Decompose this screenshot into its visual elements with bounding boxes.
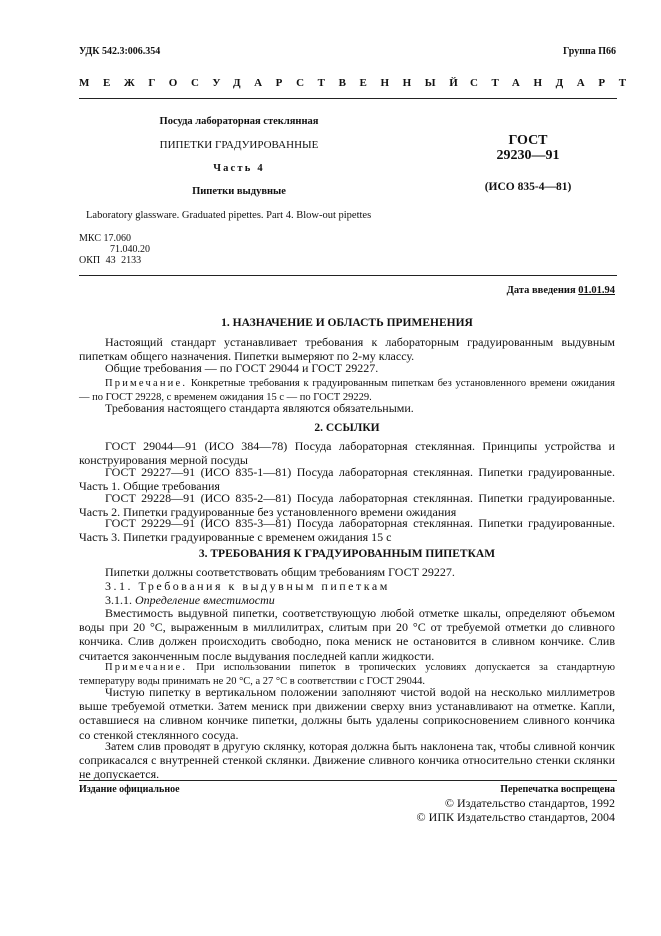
mks-code: МКС 17.060 bbox=[79, 233, 131, 244]
title-line-3: Часть 4 bbox=[213, 163, 265, 174]
mks-code-2: 71.040.20 bbox=[110, 244, 150, 255]
note-text: Конкретные требования к градуированным пипеткам без установленного времени ожидания — по ГОСТ 29228, с временем ожидания 15 с — по ГОСТ 29229. bbox=[79, 378, 615, 403]
title-line-2: ПИПЕТКИ ГРАДУИРОВАННЫЕ bbox=[159, 139, 319, 151]
class-rule bbox=[79, 275, 617, 276]
gost-number: 29230—91 bbox=[496, 148, 560, 163]
subsection-title: Определение вместимости bbox=[135, 593, 275, 607]
section-3-heading: 3. ТРЕБОВАНИЯ К ГРАДУИРОВАННЫМ ПИПЕТКАМ bbox=[198, 548, 496, 560]
introduction-date bbox=[507, 285, 615, 296]
title-line-4: Пипетки выдувные bbox=[192, 186, 286, 197]
reference-item: ГОСТ 29044—91 (ИСО 384—78) Посуда лабораторная стеклянная. Принципы устройства и конструирования мерной посуды bbox=[79, 439, 615, 468]
section-3-paragraph-4: Затем слив проводят в другую склянку, которая должна быть наклонена так, чтобы сливной кончик соприкасался с внутренней стенкой склянки. Движение сливного кончика относительно стенки склянки не допускается. bbox=[79, 739, 615, 782]
section-1-heading: 1. НАЗНАЧЕНИЕ И ОБЛАСТЬ ПРИМЕНЕНИЯ bbox=[221, 317, 473, 329]
section-3-paragraph-1: Пипетки должны соответствовать общим требованиям ГОСТ 29227. bbox=[105, 565, 455, 579]
section-1-paragraph-1: Настоящий стандарт устанавливает требования к лабораторным градуированным выдувным пипеткам общего назначения. Пипетки вымеряют по 2-му классу. bbox=[79, 335, 615, 364]
date-label: Дата введения bbox=[506, 285, 576, 296]
section-3-note bbox=[79, 661, 615, 688]
subsection-3-1: 3.1. Требования к выдувным пипеткам bbox=[105, 579, 390, 593]
section-3-paragraph-2: Вместимость выдувной пипетки, соответствующую любой отметке шкалы, определяют объемом воды при 20 °С, выраженным в миллилитрах, слитым при 20 °С от требуемой отметки до сливного кончика. Слив должен происходить свободно, пока мениск не остановится в сливном кончике. Слив считается законченным после выдувания последней капли жидкости. bbox=[79, 606, 615, 663]
okp-code: ОКП 43 2133 bbox=[79, 255, 142, 266]
udk-code: УДК 542.3:006.354 bbox=[79, 46, 161, 57]
note-label: Примечание. bbox=[105, 378, 188, 389]
reference-item: ГОСТ 29228—91 (ИСО 835-2—81) Посуда лабораторная стеклянная. Пипетки градуированные. Часть 2. Пипетки градуированные без установленного времени ожидания bbox=[79, 491, 615, 520]
group-code: Группа П66 bbox=[563, 46, 616, 57]
title-line-1: Посуда лабораторная стеклянная bbox=[159, 116, 319, 127]
header-rule bbox=[79, 98, 617, 99]
official-edition: Издание официальное bbox=[79, 784, 180, 795]
date-value: 01.01.94 bbox=[578, 285, 615, 296]
standard-label: СТАНДАРТ bbox=[470, 77, 640, 89]
footer-rule bbox=[79, 780, 617, 781]
section-3-paragraph-3: Чистую пипетку в вертикальном положении заполняют чистой водой на несколько миллиметров выше требуемой отметки. Затем мениск при движении сверху вниз устанавливают на отметке. Капли, оставшиеся на сливном кончике пипетки, должны быть удалены соприкосновением сливного кончика со стенкой стеклянного сосуда. bbox=[79, 685, 615, 742]
reprint-notice: Перепечатка воспрещена bbox=[500, 784, 615, 795]
section-2-heading: 2. ССЫЛКИ bbox=[314, 422, 380, 434]
note-text: При использовании пипеток в тропических условиях допускается за стандартную температуру воды принимать не 20 °С, а 27 °С в соответствии с ГОСТ 29044. bbox=[79, 662, 615, 687]
reference-item: ГОСТ 29229—91 (ИСО 835-3—81) Посуда лабораторная стеклянная. Пипетки градуированные. Часть 3. Пипетки градуированные с временем ожидания 15 с bbox=[79, 516, 615, 545]
section-1-paragraph-2: Общие требования — по ГОСТ 29044 и ГОСТ 29227. bbox=[105, 361, 379, 375]
note-label: Примечание. bbox=[105, 662, 188, 673]
copyright-2004: © ИПК Издательство стандартов, 2004 bbox=[416, 810, 615, 824]
section-1-paragraph-3: Требования настоящего стандарта являются обязательными. bbox=[105, 401, 414, 415]
reference-item: ГОСТ 29227—91 (ИСО 835-1—81) Посуда лабораторная стеклянная. Пипетки градуированные. Часть 1. Общие требования bbox=[79, 465, 615, 494]
interstate-label: МЕЖГОСУДАРСТВЕННЫЙ bbox=[79, 77, 472, 89]
subsection-number: 3.1.1. bbox=[105, 593, 132, 607]
section-1-note bbox=[79, 377, 615, 404]
gost-label: ГОСТ bbox=[508, 133, 548, 148]
iso-reference: (ИСО 835-4—81) bbox=[484, 181, 572, 193]
copyright-1992: © Издательство стандартов, 1992 bbox=[444, 796, 615, 810]
english-title: Laboratory glassware. Graduated pipettes. Part 4. Blow-out pipettes bbox=[86, 210, 372, 221]
